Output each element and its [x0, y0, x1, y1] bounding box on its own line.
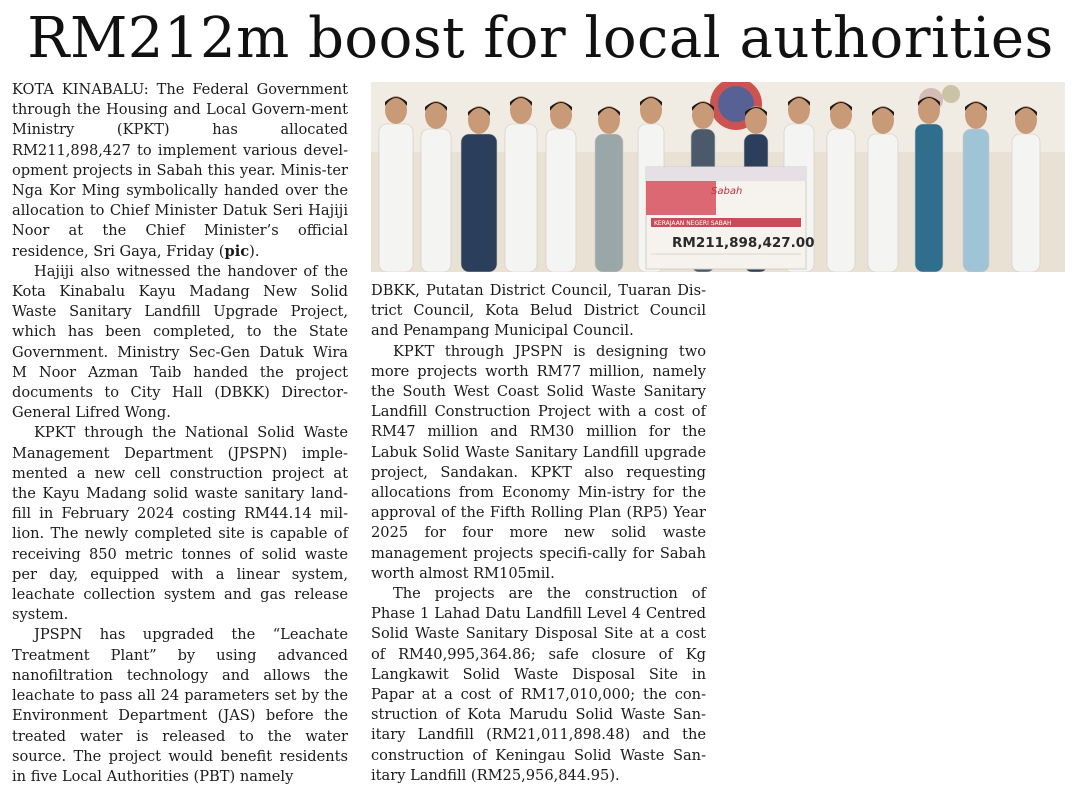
- paragraph-5: DBKK, Putatan District Council, Tuaran Dis-trict Council, Kota Belud District Council and Penampang Municipal Council.: [371, 282, 706, 340]
- person-body: [827, 129, 855, 272]
- paragraph-1-text: The Federal Government through the Housing and Local Govern-ment Ministry (KPKT) has allocated RM211,898,427 to implement various devel-opment projects in Sabah this year. Minis-ter Nga Kor Ming symbolically handed over the allocation to Chief Minister Datuk Seri Hajiji Noor at the Chief Minister’s official residence, Sri Gaya, Friday (: [12, 81, 349, 260]
- pic-label: pic: [224, 242, 250, 260]
- person-body: [505, 124, 537, 272]
- person-body: [421, 129, 451, 272]
- person-body: [1012, 134, 1040, 272]
- person-body: [868, 134, 898, 272]
- paragraph-1-end: ).: [249, 242, 260, 260]
- svg-text:Sabah: Sabah: [711, 186, 743, 197]
- paragraph-6: KPKT through JPSPN is designing two more projects worth RM77 million, namely the South West Coast Solid Waste Sanitary Landfill Construction Project with a cost of RM47 million and RM30 million for the Labuk Solid Waste Sanitary Landfill upgrade project, Sandakan. KPKT also requesting allocations from Economy Min-istry for the approval of the Fifth Rolling Plan (RP5) Year 2025 for four more new solid waste management projects specifi-cally for Sabah worth almost RM105mil.: [371, 342, 706, 582]
- paragraph-3: KPKT through the National Solid Waste Management Department (JPSPN) imple-mented a new cell construction project at the Kayu Madang solid waste sanitary land-fill in February 2024 costing RM44.14 mil-lion. The newly completed site is capable of receiving 850 metric tonnes of solid waste per day, equipped with a linear system, leachate collection system and gas release system.: [12, 424, 348, 624]
- paragraph-7: The projects are the construction of Phase 1 Lahad Datu Landfill Level 4 Centred Solid Waste Sanitary Disposal Site at a cost of RM40,995,364.86; safe closure of Kg Langkawit Solid Waste Disposal Site in Papar at a cost of RM17,010,000; the con-struction of Kota Marudu Solid Waste San-itary Landfill (RM21,011,898.48) and the construction of Keningau Solid Waste San-itary Landfill (RM25,956,844.95).: [371, 585, 706, 784]
- person-body: [546, 129, 576, 272]
- paragraph-1: [12, 80, 348, 262]
- paragraph-2: Hajiji also witnessed the handover of the Kota Kinabalu Kayu Madang New Solid Waste Sanitary Landfill Upgrade Project, which has been completed, to the State Government. Ministry Sec-Gen Datuk Wira M Noor Azman Taib handed the project documents to City Hall (DBKK) Director-General Lifred Wong.: [12, 262, 348, 422]
- cheque-amount: RM211,898,427.00: [672, 235, 815, 251]
- dateline: KOTA KINABALU:: [12, 81, 149, 98]
- person-body: [595, 134, 623, 272]
- paragraph-4: JPSPN has upgraded the “Leachate Treatment Plant” by using advanced nanofiltration technology and allows the leachate to pass all 24 parameters set by the Environment Department (JAS) before the treated water is released to the water source. The project would benefit residents in five Local Authorities (PBT) namely: [12, 626, 348, 785]
- person-body: [963, 129, 989, 272]
- person-body: [915, 124, 943, 272]
- headline: RM212m boost for local authorities: [27, 6, 1054, 71]
- article-column-2: [371, 281, 706, 786]
- news-photo: [371, 82, 1065, 272]
- article-column-1: [12, 80, 348, 787]
- person-body: [461, 134, 497, 272]
- person-body: [379, 124, 413, 272]
- cheque-board: [646, 167, 815, 269]
- cheque-header: KERAJAAN NEGERI SABAH: [654, 220, 732, 227]
